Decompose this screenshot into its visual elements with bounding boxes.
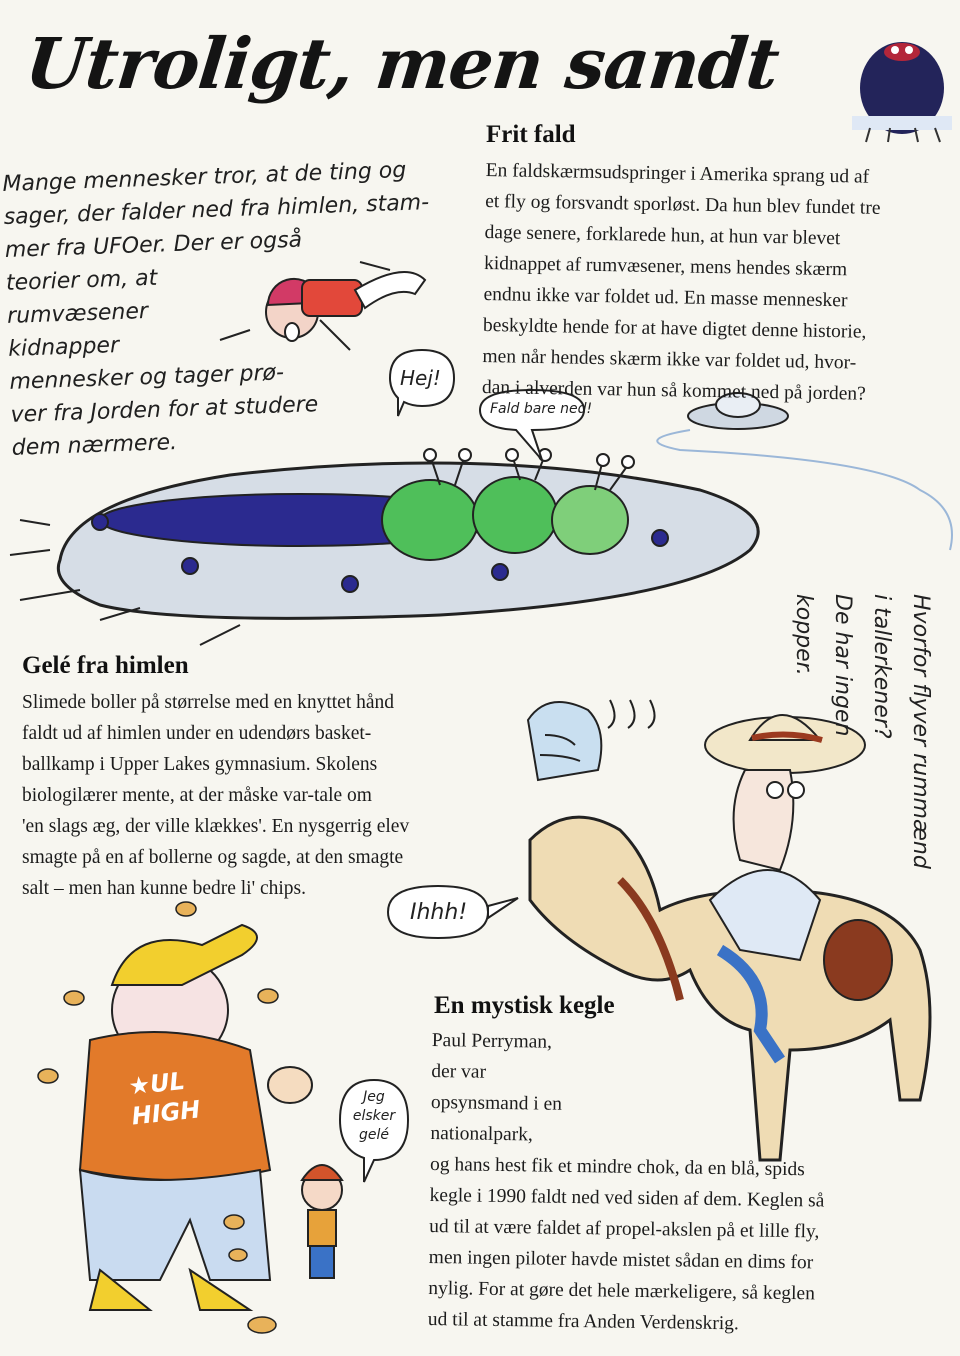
gele-body [22,687,409,904]
frit-fald-heading: Frit fald [486,121,576,148]
jersey-line: HIGH [130,1095,202,1131]
body-line: Paul Perryman, [431,1029,553,1053]
intro-line: Mange mennesker tror, at de ting og [2,157,407,197]
body-line: men ingen piloter havde mistet sådan en dims for [428,1246,814,1274]
jersey-line: ★UL [127,1066,187,1101]
kegle-body [428,1025,827,1340]
cone-illustration [528,700,655,780]
speech-bubble-ihhh: Ihhh! [410,900,468,925]
body-line: dan i alverden var hun så kommet ned på jorden? [481,376,866,405]
body-line: og hans hest fik et mindre chok, da en blå, spids [429,1153,805,1181]
body-line: ud til at stamme fra Anden Verdenskrig. [427,1308,740,1335]
intro-line: rumvæsener [6,299,149,329]
body-line: ud til at være faldet af propel-akslen på et lille fly, [429,1215,820,1243]
body-line: faldt ud af himlen under en udendørs basket- [22,723,372,744]
vertical-joke [784,594,940,914]
page-title: Utroligt, men sandt [21,22,783,105]
intro-line: mer fra UFOer. Der er også [4,227,303,263]
body-line: opsynsmand i en [430,1091,563,1115]
bubble-line: Jeg [363,1089,385,1105]
body-line: kegle i 1990 faldt ned ved siden af dem. Keglen så [429,1184,825,1212]
speech-bubble-jeg-elsker [352,1088,396,1145]
body-line: beskyldte hende for at have digtet denne historie, [482,314,867,343]
body-line: nationalpark, [430,1122,533,1146]
intro-line: kidnapper [7,333,120,362]
intro-line: dem nærmere. [11,430,178,461]
intro-line: ver fra Jorden for at studere [10,392,319,428]
ufo-creature-icon [852,42,952,142]
body-line: salt – men han kunne bedre li' chips. [22,878,307,899]
big-saucer-illustration [10,449,758,645]
intro-text [2,152,482,465]
body-line: der var [431,1060,487,1083]
boy-illustration [302,1165,342,1278]
frit-fald-body [482,155,882,410]
bubble-line: gelé [358,1127,389,1143]
body-line: et fly og forsvandt sporløst. Da hun blev fundet tre [485,190,881,219]
joke-line: De har ingen [830,594,855,737]
body-line: kidnappet af rumvæsener, mens hendes skærm [483,252,848,281]
speech-bubble-fald: Fald bare ned! [490,401,593,417]
jersey-text [127,1065,202,1132]
body-line: dage senere, forklarede hun, at hun var blevet [484,221,841,250]
body-line: smagte på en af bollerne og sagde, at den smagte [22,847,404,868]
body-line: ballkamp i Upper Lakes gymnasium. Skolens [22,754,378,775]
intro-line: mennesker og tager prø- [9,360,285,395]
joke-line: i tallerkener? [869,594,894,739]
body-line: En faldskærmsudspringer i Amerika sprang ud af [485,159,870,188]
intro-line: teorier om, at [5,265,158,296]
body-line: 'en slags æg, der ville klækkes'. En nysgerrig elev [22,816,410,837]
bubble-line: elsker [352,1108,396,1124]
gele-heading: Gelé fra himlen [22,652,189,679]
kegle-heading: En mystisk kegle [434,992,615,1019]
body-line: biologilærer mente, at der måske var-tale om [22,785,372,806]
speech-bubble-hej: Hej! [400,366,441,390]
joke-line: Hvorfor flyver rummænd [908,594,933,869]
body-line: nylig. For at gøre det hele mærkeligere, så keglen [428,1277,816,1305]
body-line: endnu ikke var foldet ud. En masse mennesker [483,283,848,312]
body-line: Slimede boller på størrelse med en knyttet hånd [22,692,395,713]
body-line: men når hendes skærm ikke var foldet ud, hvor- [482,345,857,374]
joke-line: kopper. [791,594,816,676]
intro-line: sager, der falder ned fra himlen, stam- [3,190,430,230]
